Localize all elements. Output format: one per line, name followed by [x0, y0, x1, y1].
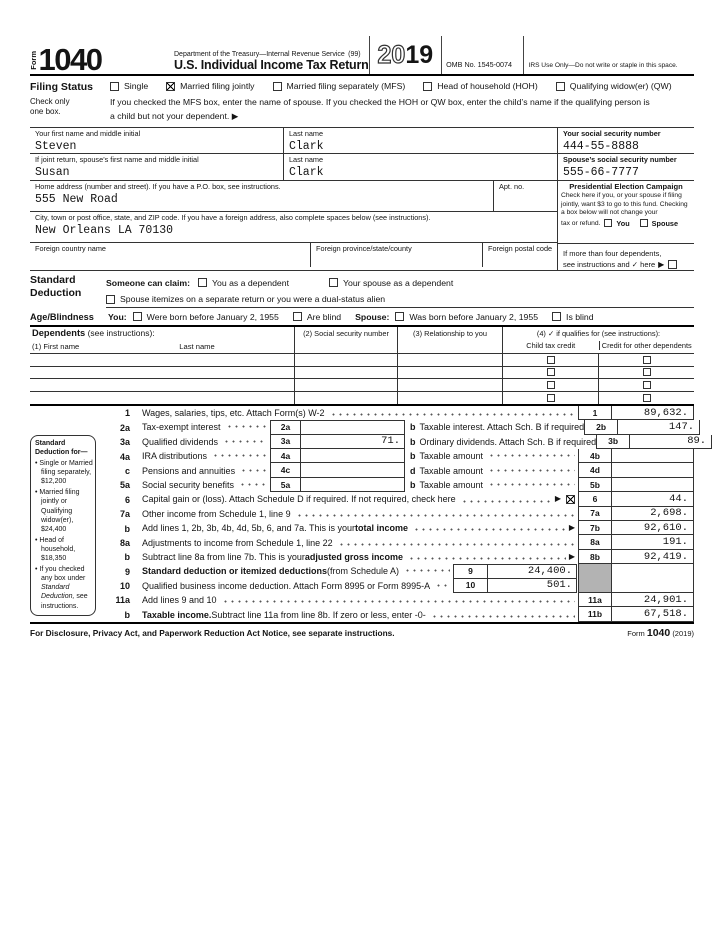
line-3a-text: Qualified dividends: [142, 436, 219, 447]
line-4b-letter: b: [410, 451, 416, 462]
line-10-amount-field[interactable]: 501.: [487, 579, 577, 593]
city-field[interactable]: New Orleans LA 70130: [35, 223, 174, 237]
dependent-relationship-field[interactable]: [397, 392, 502, 404]
filing-status-married-jointly-label: Married filing jointly: [180, 81, 255, 91]
filing-status-section: [30, 76, 694, 128]
std-deduction-note-married: • Married filing jointly or Qualifying widow(er), $24,400: [35, 488, 93, 533]
line-7b-ref: 7b: [578, 521, 612, 535]
line-8b-bold-text: adjusted gross income: [304, 552, 403, 562]
dot-leader: [222, 599, 575, 603]
line-number: b: [124, 609, 130, 620]
dependents-section: [30, 327, 694, 406]
line-2b-ref: 2b: [584, 420, 618, 434]
line-number: b: [124, 523, 130, 534]
form-header: [30, 36, 694, 76]
apt-no-label: Apt. no.: [499, 181, 525, 191]
line-8b-amount-field[interactable]: 92,419.: [612, 550, 694, 564]
line-number: 9: [124, 566, 130, 577]
line-4d-letter: d: [410, 465, 416, 476]
department-label: Department of the Treasury—Internal Revenue Service: [174, 51, 345, 58]
disclosure-notice: For Disclosure, Privacy Act, and Paperwork Reduction Act Notice, see separate instructions.: [30, 627, 395, 638]
dependent-other-credit-checkbox[interactable]: [643, 368, 651, 376]
spouse-first-name-label: If joint return, spouse’s first name and middle initial: [35, 154, 199, 164]
line-7a-text: Other income from Schedule 1, line 9: [142, 508, 291, 519]
standard-deduction-label-2: Deduction: [30, 287, 82, 300]
line-3-row: [30, 435, 707, 449]
check-only-note-2: one box.: [30, 107, 61, 117]
line-4d-amount-field[interactable]: [612, 463, 694, 477]
dot-leader: [413, 527, 566, 531]
line-4a-ref: 4a: [270, 449, 300, 463]
line-4d-text: Taxable amount: [419, 465, 484, 476]
line-8b-ref: 8b: [578, 550, 612, 564]
line-3a-ref: 3a: [270, 435, 300, 449]
line-number: 8a: [119, 537, 130, 548]
spouse-ssn-label: Spouse’s social security number: [563, 154, 677, 164]
dot-leader: [488, 482, 575, 486]
line-number: c: [124, 465, 130, 476]
line-3b-ref: 3b: [596, 435, 630, 449]
dependent-row: [30, 379, 694, 391]
line-2a-amount-field[interactable]: [300, 420, 405, 434]
dependent-ctc-checkbox[interactable]: [547, 381, 555, 389]
dependent-row: [30, 367, 694, 379]
line-1-ref: 1: [578, 406, 612, 420]
line-11b-ref: 11b: [578, 607, 612, 621]
std-deduction-note-checked: • If you checked any box under Standard Deduction, see instructions.: [35, 565, 93, 610]
line-6-amount-field[interactable]: 44.: [612, 492, 694, 506]
line-5a-ref: 5a: [270, 478, 300, 492]
line-8a-ref: 8a: [578, 535, 612, 549]
dependent-ctc-checkbox[interactable]: [547, 394, 555, 402]
line-2a-text: Tax-exempt interest: [142, 422, 221, 433]
dependent-ssn-field[interactable]: [294, 354, 397, 365]
dependent-other-credit-checkbox[interactable]: [643, 356, 651, 364]
line-number: 10: [119, 581, 130, 592]
line-10-text: Qualified business income deduction. Attach Form 8995 or Form 8995-A: [142, 580, 431, 591]
last-name-field[interactable]: Clark: [289, 139, 324, 153]
age-blindness-label: Age/Blindness: [30, 311, 94, 322]
filing-status-married-separately-checkbox[interactable]: [273, 82, 282, 91]
filing-status-married-jointly-checkbox[interactable]: [166, 82, 175, 91]
line-11b-amount-field[interactable]: 67,518.: [612, 607, 694, 621]
form-word-label: Form: [29, 51, 38, 70]
dot-leader: [226, 424, 267, 428]
line-1-amount-field[interactable]: 89,632.: [612, 406, 694, 420]
dot-leader: [431, 614, 575, 618]
spouse-itemizes-checkbox[interactable]: [106, 295, 115, 304]
spouse-born-before-1955-checkbox[interactable]: [395, 312, 404, 321]
pec-title: Presidential Election Campaign: [569, 181, 683, 191]
tax-year: [369, 36, 441, 74]
line-6-text: Capital gain or (loss). Attach Schedule D if required. If not required, check here: [142, 494, 456, 505]
spouse-is-blind-checkbox[interactable]: [552, 312, 561, 321]
footer-form-word: Form: [627, 628, 645, 638]
dot-leader: [223, 439, 267, 443]
line-number: 3a: [119, 437, 130, 448]
dependent-relationship-field[interactable]: [397, 379, 502, 390]
dependents-col-qualifies: (4) ✓ if qualifies for (see instructions):: [536, 329, 661, 339]
line-9-row: [30, 564, 694, 578]
dot-leader: [461, 499, 552, 503]
dependents-title: Dependents: [32, 328, 86, 339]
line-3b-text: Ordinary dividends. Attach Sch. B if required: [419, 436, 597, 447]
dependent-ssn-field[interactable]: [294, 392, 397, 404]
code-99-label: (99): [348, 51, 361, 58]
line-4cd-row: [30, 463, 694, 477]
year-bold: 19: [405, 40, 434, 69]
spouse-born-before-1955-label: Was born before January 2, 1955: [409, 311, 539, 322]
age-blindness-section: [30, 308, 694, 327]
footer-form-number: 1040: [646, 626, 671, 639]
age-spouse-label: Spouse:: [355, 311, 390, 322]
pec-spouse-checkbox[interactable]: [640, 219, 648, 227]
pointer-icon: ▶: [568, 523, 575, 533]
spouse-last-name-field[interactable]: Clark: [289, 165, 324, 179]
line-11a-amount-field[interactable]: 24,901.: [612, 593, 694, 607]
dependents-title-note: (see instructions):: [85, 328, 155, 339]
pec-you-checkbox[interactable]: [604, 219, 612, 227]
line-2a-ref: 2a: [270, 420, 300, 434]
line-4c-ref: 4c: [270, 463, 300, 477]
line-5b-ref: 5b: [578, 478, 612, 492]
line-11a-ref: 11a: [578, 593, 612, 607]
spouse-ssn-field[interactable]: 555-66-7777: [563, 165, 639, 179]
dependents-col-child-tax-credit: Child tax credit: [526, 341, 576, 351]
line-number: 4a: [119, 451, 130, 462]
year-outline: 20: [377, 40, 406, 69]
spouse-is-blind-label: Is blind: [566, 311, 594, 322]
line-2b-letter: b: [410, 422, 416, 433]
line-8a-amount-field[interactable]: 191.: [612, 535, 694, 549]
line-3a-amount-field[interactable]: 71.: [300, 435, 405, 449]
ssn-label: Your social security number: [563, 128, 661, 138]
line-11b-text: Subtract line 11a from line 8b. If zero or less, enter -0-: [211, 609, 426, 620]
dependent-ssn-field[interactable]: [294, 379, 397, 390]
line-11b-bold-text: Taxable income.: [142, 609, 212, 620]
standard-deduction-label-1: Standard: [30, 274, 76, 287]
footer-form-year: (2019): [672, 628, 694, 638]
line-6-row: [30, 492, 694, 506]
filing-status-married-separately-label: Married filing separately (MFS): [286, 81, 406, 91]
line-4ab-row: [30, 449, 694, 463]
irs-use-only-label: IRS Use Only—Do not write or staple in this space.: [523, 36, 694, 74]
line-7a-ref: 7a: [578, 507, 612, 521]
spouse-name-row: [30, 154, 694, 181]
claim-spouse-dependent-checkbox[interactable]: [329, 278, 338, 287]
filing-status-qualifying-widow-checkbox[interactable]: [556, 82, 565, 91]
line-4c-amount-field[interactable]: [300, 463, 405, 477]
dependents-col-other-credit: Credit for other dependents: [599, 341, 695, 350]
line-8b-text: Subtract line 8a from line 7b. This is your: [142, 552, 305, 562]
dependents-col-ssn: (2) Social security number: [294, 327, 397, 353]
dot-leader: [435, 583, 450, 587]
spouse-itemizes-label: Spouse itemizes on a separate return or you were a dual-status alien: [120, 294, 386, 305]
line-number: 2a: [119, 422, 130, 433]
line-10-ref: 10: [453, 579, 487, 593]
check-only-note-1: Check only: [30, 97, 70, 106]
line-7a-amount-field[interactable]: 2,698.: [612, 507, 694, 521]
dependent-other-credit-checkbox[interactable]: [643, 381, 651, 389]
line-4d-ref: 4d: [578, 463, 612, 477]
dot-leader: [488, 453, 575, 457]
dependent-relationship-field[interactable]: [397, 367, 502, 378]
line-6-not-required-checkbox[interactable]: [566, 495, 575, 504]
line-7b-bold-text: total income: [354, 523, 408, 534]
pointer-icon: ▶: [554, 494, 561, 504]
spouse-first-name-field[interactable]: Susan: [35, 165, 70, 179]
dependents-col-relationship: (3) Relationship to you: [397, 327, 502, 353]
dependent-name-field[interactable]: [30, 379, 294, 390]
line-number: 1: [124, 408, 130, 419]
line-3b-amount-field[interactable]: 89.: [630, 435, 712, 449]
line-9-text: (from Schedule A): [327, 566, 400, 577]
you-born-before-1955-label: Were born before January 2, 1955: [146, 311, 279, 322]
someone-can-claim-label: Someone can claim:: [106, 277, 191, 288]
more-dependents-line1: If more than four dependents,: [563, 248, 662, 258]
standard-deduction-note-box: [30, 435, 96, 616]
line-11b-row: [30, 607, 694, 621]
form-title: U.S. Individual Income Tax Return: [174, 58, 369, 72]
line-5a-amount-field[interactable]: [300, 478, 405, 492]
line-1-text: Wages, salaries, tips, etc. Attach Form(s) W-2: [142, 408, 325, 419]
line-9-amount-field[interactable]: 24,400.: [487, 564, 577, 578]
line-5-row: [30, 478, 694, 492]
pec-spouse-label: Spouse: [651, 218, 679, 228]
line-6-ref: 6: [578, 492, 612, 506]
dot-leader: [296, 513, 575, 517]
line-1-row: [30, 406, 694, 420]
pec-you-label: You: [616, 218, 630, 228]
line-7b-amount-field[interactable]: 92,610.: [612, 521, 694, 535]
dependents-col-first-name: (1) First name: [32, 342, 80, 352]
mfs-instruction-line2: a child but not your dependent. ▶: [110, 110, 239, 121]
filing-status-single-label: Single: [124, 81, 149, 91]
line-8a-row: [30, 535, 694, 549]
dependent-name-field[interactable]: [30, 392, 294, 404]
line-10-empty-cell: [612, 579, 694, 593]
form-number-block: [29, 36, 172, 77]
foreign-postal-label: Foreign postal code: [488, 243, 553, 253]
claim-you-dependent-checkbox[interactable]: [198, 278, 207, 287]
dependent-name-field[interactable]: [30, 367, 294, 378]
filing-status-head-of-household-checkbox[interactable]: [423, 82, 432, 91]
city-label: City, town or post office, state, and ZIP code. If you have a foreign address, also complete spaces below (see instructions).: [35, 212, 431, 222]
city-row: [30, 212, 557, 243]
line-9-shaded-cell: [578, 564, 612, 578]
line-5b-text: Taxable amount: [419, 480, 484, 491]
claim-you-dependent-label: You as a dependent: [212, 277, 289, 288]
dependent-ctc-checkbox[interactable]: [547, 356, 555, 364]
presidential-election-campaign-box: [558, 181, 694, 244]
form-title-block: [172, 36, 369, 74]
dot-leader: [239, 482, 267, 486]
dependent-row: [30, 354, 694, 366]
home-address-label: Home address (number and street). If you have a P.O. box, see instructions.: [35, 181, 281, 191]
claim-spouse-dependent-label: Your spouse as a dependent: [343, 277, 454, 288]
std-deduction-note-single: • Single or Married filing separately, $12,200: [35, 459, 93, 486]
dependent-ssn-field[interactable]: [294, 367, 397, 378]
pec-body-end: tax or refund.: [561, 219, 601, 227]
address-block: [30, 181, 694, 272]
mfs-instruction-line1: If you checked the MFS box, enter the name of spouse. If you checked the HOH or QW box, enter the child’s name if the qualifying person is: [110, 97, 650, 107]
form-footer: [30, 624, 694, 639]
dot-leader: [488, 468, 575, 472]
ssn-field[interactable]: 444-55-8888: [563, 139, 639, 153]
spouse-last-name-label: Last name: [289, 154, 324, 164]
more-dependents-line2: see instructions and ✓ here: [563, 260, 656, 270]
line-7b-text: Add lines 1, 2b, 3b, 4b, 4d, 5b, 6, and 7a. This is your: [142, 523, 355, 534]
std-deduction-note-hoh: • Head of household, $18,350: [35, 536, 93, 563]
omb-number: OMB No. 1545-0074: [441, 36, 523, 74]
standard-deduction-claim-section: [30, 271, 694, 308]
pec-body: Check here if you, or your spouse if filing jointly, want $3 to go to this fund. Checking a box below will not change your: [561, 191, 688, 217]
dependents-col-last-name: Last name: [179, 342, 215, 352]
home-address-field[interactable]: 555 New Road: [35, 192, 118, 206]
line-8b-row: [30, 550, 694, 564]
foreign-province-label: Foreign province/state/county: [316, 243, 412, 253]
form-number-label: 1040: [38, 41, 102, 77]
line-3b-letter: b: [410, 436, 416, 447]
dot-leader: [240, 468, 267, 472]
line-4b-ref: 4b: [578, 449, 612, 463]
line-number: 11a: [115, 595, 130, 606]
line-4b-amount-field[interactable]: [612, 449, 694, 463]
form-1040: [29, 36, 707, 639]
dot-leader: [330, 412, 575, 416]
filing-status-head-of-household-label: Head of household (HOH): [437, 81, 538, 91]
line-7a-row: [30, 507, 694, 521]
line-9-ref: 9: [453, 564, 487, 578]
you-are-blind-checkbox[interactable]: [293, 312, 302, 321]
dot-leader: [212, 453, 267, 457]
income-section: [30, 406, 707, 624]
more-dependents-checkbox[interactable]: [668, 260, 677, 269]
form-id-footer: [627, 627, 694, 639]
line-5b-letter: b: [410, 480, 416, 491]
dependent-ctc-checkbox[interactable]: [547, 368, 555, 376]
dot-leader: [338, 542, 575, 546]
line-9-bold-text: Standard deduction or itemized deductions: [142, 566, 328, 577]
line-2-row: [30, 420, 694, 434]
your-name-row: [30, 128, 694, 154]
dependent-row: [30, 392, 694, 404]
filing-status-title: Filing Status: [30, 81, 93, 93]
dot-leader: [408, 556, 566, 560]
dependent-other-credit-checkbox[interactable]: [643, 394, 651, 402]
line-4b-text: Taxable amount: [419, 451, 484, 462]
dot-leader: [404, 568, 450, 572]
line-number: b: [124, 552, 130, 563]
filing-status-single-checkbox[interactable]: [110, 82, 119, 91]
line-number: 5a: [119, 480, 130, 491]
last-name-label: Last name: [289, 128, 324, 138]
foreign-country-label: Foreign country name: [35, 243, 106, 253]
line-7b-row: [30, 521, 694, 535]
line-8a-text: Adjustments to income from Schedule 1, line 22: [142, 537, 333, 548]
you-are-blind-label: Are blind: [306, 311, 342, 322]
line-4a-text: IRA distributions: [142, 451, 208, 462]
more-dependents-box: [558, 244, 694, 271]
line-2b-text: Taxable interest. Attach Sch. B if required: [419, 422, 585, 433]
dependent-relationship-field[interactable]: [397, 354, 502, 365]
filing-status-qualifying-widow-label: Qualifying widow(er) (QW): [569, 81, 672, 91]
pointer-icon: ▶: [568, 552, 575, 561]
age-you-label: You:: [108, 311, 127, 322]
line-11a-row: [30, 593, 694, 607]
first-name-label: Your first name and middle initial: [35, 128, 141, 138]
line-number: 7a: [119, 509, 130, 520]
std-deduction-note-title: Standard Deduction for—: [35, 439, 88, 456]
line-5a-text: Social security benefits: [142, 480, 235, 491]
line-4a-amount-field[interactable]: [300, 449, 405, 463]
line-9-empty-cell: [612, 564, 694, 578]
pointer-icon: ▶: [658, 259, 665, 269]
dependent-name-field[interactable]: [30, 354, 294, 365]
line-4c-text: Pensions and annuities: [142, 465, 236, 476]
you-born-before-1955-checkbox[interactable]: [133, 312, 142, 321]
first-name-field[interactable]: Steven: [35, 139, 77, 153]
line-10-row: [30, 579, 694, 593]
line-11a-text: Add lines 9 and 10: [142, 595, 217, 606]
line-10-shaded-cell: [578, 579, 612, 593]
line-5b-amount-field[interactable]: [612, 478, 694, 492]
line-number: 6: [124, 494, 130, 505]
line-2b-amount-field[interactable]: 147.: [618, 420, 700, 434]
